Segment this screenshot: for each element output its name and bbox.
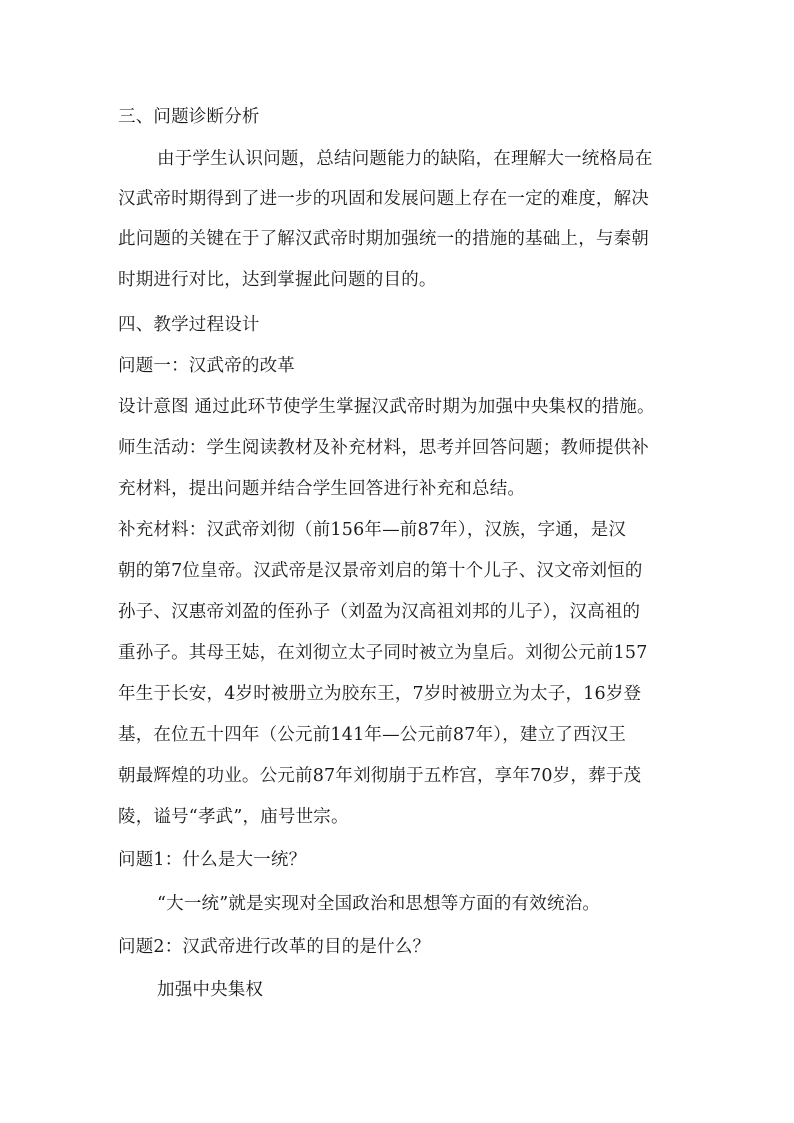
material-line: 孙子、汉惠帝刘盈的侄孙子（刘盈为汉高祖刘邦的儿子），汉高祖的 xyxy=(118,602,641,622)
question-2: 问题2：汉武帝进行改革的目的是什么？ xyxy=(118,937,431,957)
material-line: 基，在位五十四年（公元前141年—公元前87年），建立了西汉王 xyxy=(118,725,627,745)
section-heading-process: 四、教学过程设计 xyxy=(118,315,260,335)
question-1: 问题1：什么是大一统？ xyxy=(118,850,307,870)
section-heading-diagnosis: 三、问题诊断分析 xyxy=(118,107,260,127)
material-line: 年生于长安，4岁时被册立为胶东王，7岁时被册立为太子，16岁登 xyxy=(118,684,642,704)
paragraph-line: 汉武帝时期得到了进一步的巩固和发展问题上存在一定的难度，解决 xyxy=(118,189,649,209)
material-line: 补充材料：汉武帝刘彻（前156年—前87年），汉族，字通，是汉 xyxy=(118,520,627,540)
question-heading-one: 问题一：汉武帝的改革 xyxy=(118,356,295,376)
answer-1: “大一统”就是实现对全国政治和思想等方面的有效统治。 xyxy=(157,894,601,914)
material-line: 陵，谥号“孝武”，庙号世宗。 xyxy=(118,807,349,827)
paragraph-line: 时期进行对比，达到掌握此问题的目的。 xyxy=(118,270,437,290)
design-intent-line: 设计意图 通过此环节使学生掌握汉武帝时期为加强中央集权的措施。 xyxy=(118,397,655,417)
material-line: 朝最辉煌的功业。公元前87年刘彻崩于五柞宫，享年70岁，葬于茂 xyxy=(118,766,642,786)
activity-line: 师生活动：学生阅读教材及补充材料，思考并回答问题；教师提供补 xyxy=(118,438,649,458)
answer-2: 加强中央集权 xyxy=(157,980,264,1000)
material-line: 重孙子。其母王娡，在刘彻立太子同时被立为皇后。刘彻公元前157 xyxy=(118,643,648,663)
paragraph-line: 此问题的关键在于了解汉武帝时期加强统一的措施的基础上，与秦朝 xyxy=(118,229,649,249)
activity-line: 充材料，提出问题并结合学生回答进行补充和总结。 xyxy=(118,479,526,499)
material-line: 朝的第7位皇帝。汉武帝是汉景帝刘启的第十个儿子、汉文帝刘恒的 xyxy=(118,561,643,581)
paragraph-line: 由于学生认识问题，总结问题能力的缺陷，在理解大一统格局在 xyxy=(157,149,653,169)
